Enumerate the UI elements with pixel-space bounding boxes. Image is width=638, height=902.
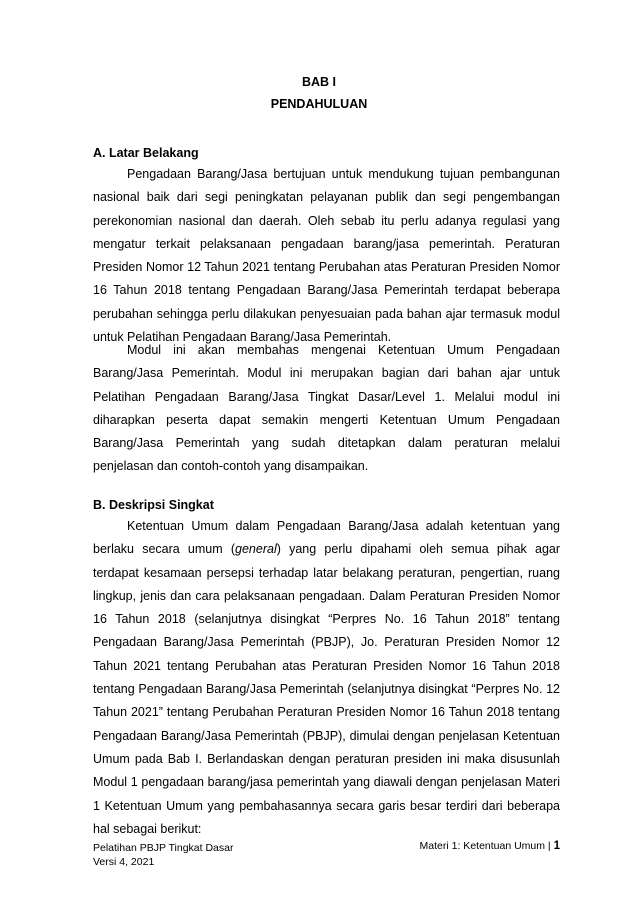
paragraph-text-start: Ketentuan Umum dalam Pengadaan Barang/Jasa adalah ketentuan yang berlaku secara umum ( (93, 519, 560, 557)
paragraph-deskripsi-singkat (93, 515, 560, 841)
paragraph-text-rest: ) yang perlu dipahami oleh semua pihak agar terdapat kesamaan persepsi terhadap latar belakang peraturan, pengertian, ruang lingkup, jenis dan cara pelaksanaan pengadaan. Dalam Peraturan Presiden Nomor 16 Tahun 2018 (selanjutnya disingkat “Perpres No. 16 Tahun 2018” tentang Pengadaan Barang/Jasa Pemerintah (PBJP), Jo. Peraturan Presiden Nomor 12 Tahun 2021 tentang Perubahan atas Peraturan Presiden Nomor 16 Tahun 2018 tentang Pengadaan Barang/Jasa Pemerintah (selanjutnya disingkat “Perpres No. 12 Tahun 2021” tentang Perubahan Peraturan Presiden Nomor 16 Tahun 2018 tentang Pengadaan Barang/Jasa Pemerintah (PBJP), dimulai dengan penjelasan Ketentuan Umum pada Bab I. Berlandaskan dengan peraturan presiden ini maka disusunlah Modul 1 pengadaan barang/jasa pemerintah yang diawali dengan penjelasan Materi 1 Ketentuan Umum yang pembahasannya secara garis besar terdiri dari beberapa hal sebagai berikut: (93, 542, 561, 836)
italic-term-general: general (235, 542, 277, 557)
section-heading-deskripsi-singkat: B. Deskripsi Singkat (93, 498, 214, 512)
paragraph-text: Modul ini akan membahas mengenai Ketentuan Umum Pengadaan Barang/Jasa Pemerintah. Modul ini merupakan bagian dari bahan ajar untuk Pelatihan Pengadaan Barang/Jasa Tingkat Dasar/Level 1. Melalui modul ini diharapkan peserta dapat semakin mengerti Ketentuan Umum Pengadaan Barang/Jasa Pemerintah yang sudah ditetapkan dalam peraturan melalui penjelasan dan contoh-contoh yang disampaikan. (93, 343, 560, 474)
section-heading-latar-belakang: A. Latar Belakang (93, 146, 199, 160)
footer-version: Versi 4, 2021 (93, 856, 155, 868)
chapter-label: BAB I (301, 75, 337, 89)
page-number: 1 (553, 840, 560, 852)
paragraph-latar-belakang-1 (93, 163, 560, 349)
paragraph-text: Pengadaan Barang/Jasa bertujuan untuk mendukung tujuan pembangunan nasional baik dari segi peningkatan pelayanan publik dan segi pengembangan perekonomian nasional dan daerah. Oleh sebab itu perlu adanya regulasi yang mengatur terkait pelaksanaan pengadaan barang/jasa pemerintah. Peraturan Presiden Nomor 12 Tahun 2021 tentang Perubahan atas Peraturan Presiden Nomor 16 Tahun 2018 tentang Pengadaan Barang/Jasa Pemerintah terdapat beberapa perubahan sehingga perlu dilakukan penyesuaian pada bahan ajar termasuk modul untuk Pelatihan Pengadaan Barang/Jasa Pemerintah. (93, 167, 560, 345)
footer-right (420, 840, 560, 852)
paragraph-latar-belakang-2 (93, 339, 560, 479)
chapter-title: PENDAHULUAN (270, 97, 368, 111)
footer-left (93, 841, 233, 869)
footer-course-name: Pelatihan PBJP Tingkat Dasar (93, 842, 234, 854)
footer-module-title: Materi 1: Ketentuan Umum | (419, 840, 554, 852)
